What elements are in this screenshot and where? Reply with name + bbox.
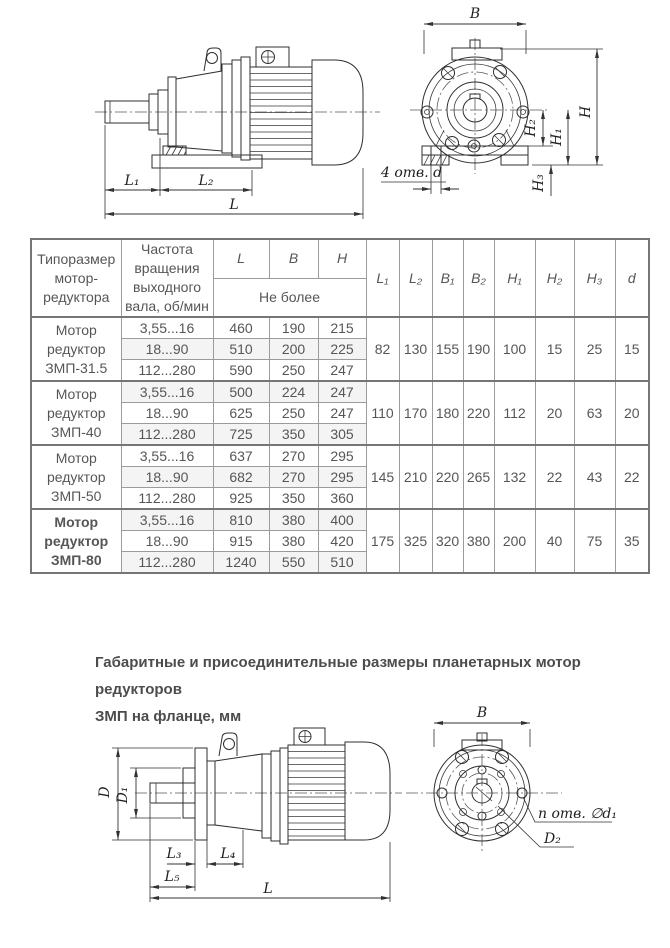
cell-B: 224 [269, 381, 318, 403]
cell-H: 305 [318, 424, 366, 446]
cell-B: 350 [269, 424, 318, 446]
cell-L: 625 [213, 403, 269, 424]
cell-H: 295 [318, 467, 366, 488]
cell-L: 637 [213, 445, 269, 467]
cell-speed: 112...280 [121, 488, 213, 510]
cell-L: 460 [213, 317, 269, 339]
cell-L1: 175 [366, 509, 399, 573]
cell-L: 590 [213, 360, 269, 382]
hdr-H2: H₂ [535, 239, 574, 317]
cell-H2: 15 [535, 317, 574, 381]
cell-B2: 220 [463, 381, 494, 445]
cell-B: 550 [269, 552, 318, 574]
hdr-speed: Частота вращения выходного вала, об/мин [121, 239, 213, 317]
cell-speed: 18...90 [121, 339, 213, 360]
dim-label-l4: L₄ [220, 846, 236, 862]
cell-H1: 100 [494, 317, 535, 381]
flange-front-view [406, 733, 562, 852]
dim-label-d1: D₁ [115, 786, 131, 804]
cell-B1: 220 [432, 445, 463, 509]
cell-L: 725 [213, 424, 269, 446]
group-name: Мотор редуктор ЗМП-40 [31, 381, 121, 445]
cell-B: 200 [269, 339, 318, 360]
cell-H1: 200 [494, 509, 535, 573]
cell-L: 915 [213, 531, 269, 552]
cell-B: 350 [269, 488, 318, 510]
dim-label-h3: H₃ [531, 174, 547, 192]
hdr-B1: B₁ [432, 239, 463, 317]
cell-L1: 145 [366, 445, 399, 509]
cell-H: 215 [318, 317, 366, 339]
cell-L2: 210 [399, 445, 432, 509]
cell-H: 247 [318, 381, 366, 403]
dim-label-h: H [578, 105, 594, 119]
cell-B: 270 [269, 467, 318, 488]
cell-H: 247 [318, 403, 366, 424]
dim-label-d2: D₂ [544, 831, 561, 847]
hdr-L1: L₁ [366, 239, 399, 317]
cell-H: 225 [318, 339, 366, 360]
cell-L: 925 [213, 488, 269, 510]
cell-L1: 110 [366, 381, 399, 445]
cell-speed: 3,55...16 [121, 381, 213, 403]
cell-H2: 22 [535, 445, 574, 509]
flange-holes-label: n отв. ∅d₁ [538, 806, 617, 822]
hdr-L2: L₂ [399, 239, 432, 317]
dim-label-h1: H₁ [549, 128, 565, 146]
cell-B: 250 [269, 360, 318, 382]
cell-H2: 40 [535, 509, 574, 573]
cell-H: 295 [318, 445, 366, 467]
cell-speed: 3,55...16 [121, 317, 213, 339]
cell-B1: 320 [432, 509, 463, 573]
cell-B1: 180 [432, 381, 463, 445]
cell-L: 682 [213, 467, 269, 488]
dim-label-h2: H₂ [523, 119, 539, 137]
dim-label-b: B [469, 6, 481, 22]
cell-B: 380 [269, 531, 318, 552]
cell-H1: 132 [494, 445, 535, 509]
cell-L: 1240 [213, 552, 269, 574]
cell-H3: 75 [574, 509, 615, 573]
motor-side-view [95, 47, 380, 168]
foot-mounted-drawings [0, 0, 670, 232]
holes-label: 4 отв. d [381, 165, 443, 181]
cell-L: 510 [213, 339, 269, 360]
cell-B2: 190 [463, 317, 494, 381]
group-name: Мотор редуктор ЗМП-31.5 [31, 317, 121, 381]
cell-B2: 265 [463, 445, 494, 509]
dim-label-b: B [476, 705, 488, 721]
cell-speed: 18...90 [121, 531, 213, 552]
hdr-H3: H₃ [574, 239, 615, 317]
cell-L: 500 [213, 381, 269, 403]
group-name: Мотор редуктор ЗМП-80 [31, 509, 121, 573]
caption-line-1: Габаритные и присоединительные размеры планетарных мотор редукторов [95, 654, 581, 698]
hdr-H1: H₁ [494, 239, 535, 317]
dimensions-table [30, 238, 650, 574]
cell-B: 250 [269, 403, 318, 424]
hdr-B: B [269, 239, 318, 278]
cell-H: 247 [318, 360, 366, 382]
cell-H: 360 [318, 488, 366, 510]
cell-L2: 130 [399, 317, 432, 381]
cell-H3: 43 [574, 445, 615, 509]
cell-d: 20 [615, 381, 649, 445]
hdr-ne-bolee: Не более [213, 278, 366, 317]
hdr-H: H [318, 239, 366, 278]
cell-speed: 112...280 [121, 424, 213, 446]
cell-speed: 3,55...16 [121, 445, 213, 467]
dim-label-l1: L₁ [124, 173, 140, 189]
cell-speed: 18...90 [121, 403, 213, 424]
cell-H: 420 [318, 531, 366, 552]
cell-B: 270 [269, 445, 318, 467]
hdr-type: Типоразмер мотор-редуктора [31, 239, 121, 317]
dim-label-l2: L₂ [198, 173, 214, 189]
cell-d: 15 [615, 317, 649, 381]
cell-L2: 325 [399, 509, 432, 573]
cell-L: 810 [213, 509, 269, 531]
dim-label-l: L [229, 197, 239, 213]
dim-label-l5: L₅ [164, 869, 180, 885]
cell-B: 380 [269, 509, 318, 531]
cell-speed: 112...280 [121, 360, 213, 382]
cell-H3: 25 [574, 317, 615, 381]
dim-label-d: D [97, 786, 113, 798]
group-name: Мотор редуктор ЗМП-50 [31, 445, 121, 509]
hdr-B2: B₂ [463, 239, 494, 317]
cell-d: 22 [615, 445, 649, 509]
cell-B2: 380 [463, 509, 494, 573]
cell-L1: 82 [366, 317, 399, 381]
hdr-d: d [615, 239, 649, 317]
hdr-L: L [213, 239, 269, 278]
cell-H3: 63 [574, 381, 615, 445]
cell-H2: 20 [535, 381, 574, 445]
cell-B: 190 [269, 317, 318, 339]
cell-speed: 18...90 [121, 467, 213, 488]
flange-mounted-drawings [0, 700, 670, 928]
cell-speed: 112...280 [121, 552, 213, 574]
cell-L2: 170 [399, 381, 432, 445]
cell-speed: 3,55...16 [121, 509, 213, 531]
cell-B1: 155 [432, 317, 463, 381]
cell-H: 510 [318, 552, 366, 574]
motor-front-view [410, 38, 548, 174]
cell-H: 400 [318, 509, 366, 531]
dim-label-l: L [263, 881, 273, 897]
flange-side-view [135, 728, 402, 844]
dim-label-l3: L₃ [166, 846, 182, 862]
cell-d: 35 [615, 509, 649, 573]
caption-line-2: ЗМП на фланце, мм [95, 708, 242, 725]
cell-H1: 112 [494, 381, 535, 445]
